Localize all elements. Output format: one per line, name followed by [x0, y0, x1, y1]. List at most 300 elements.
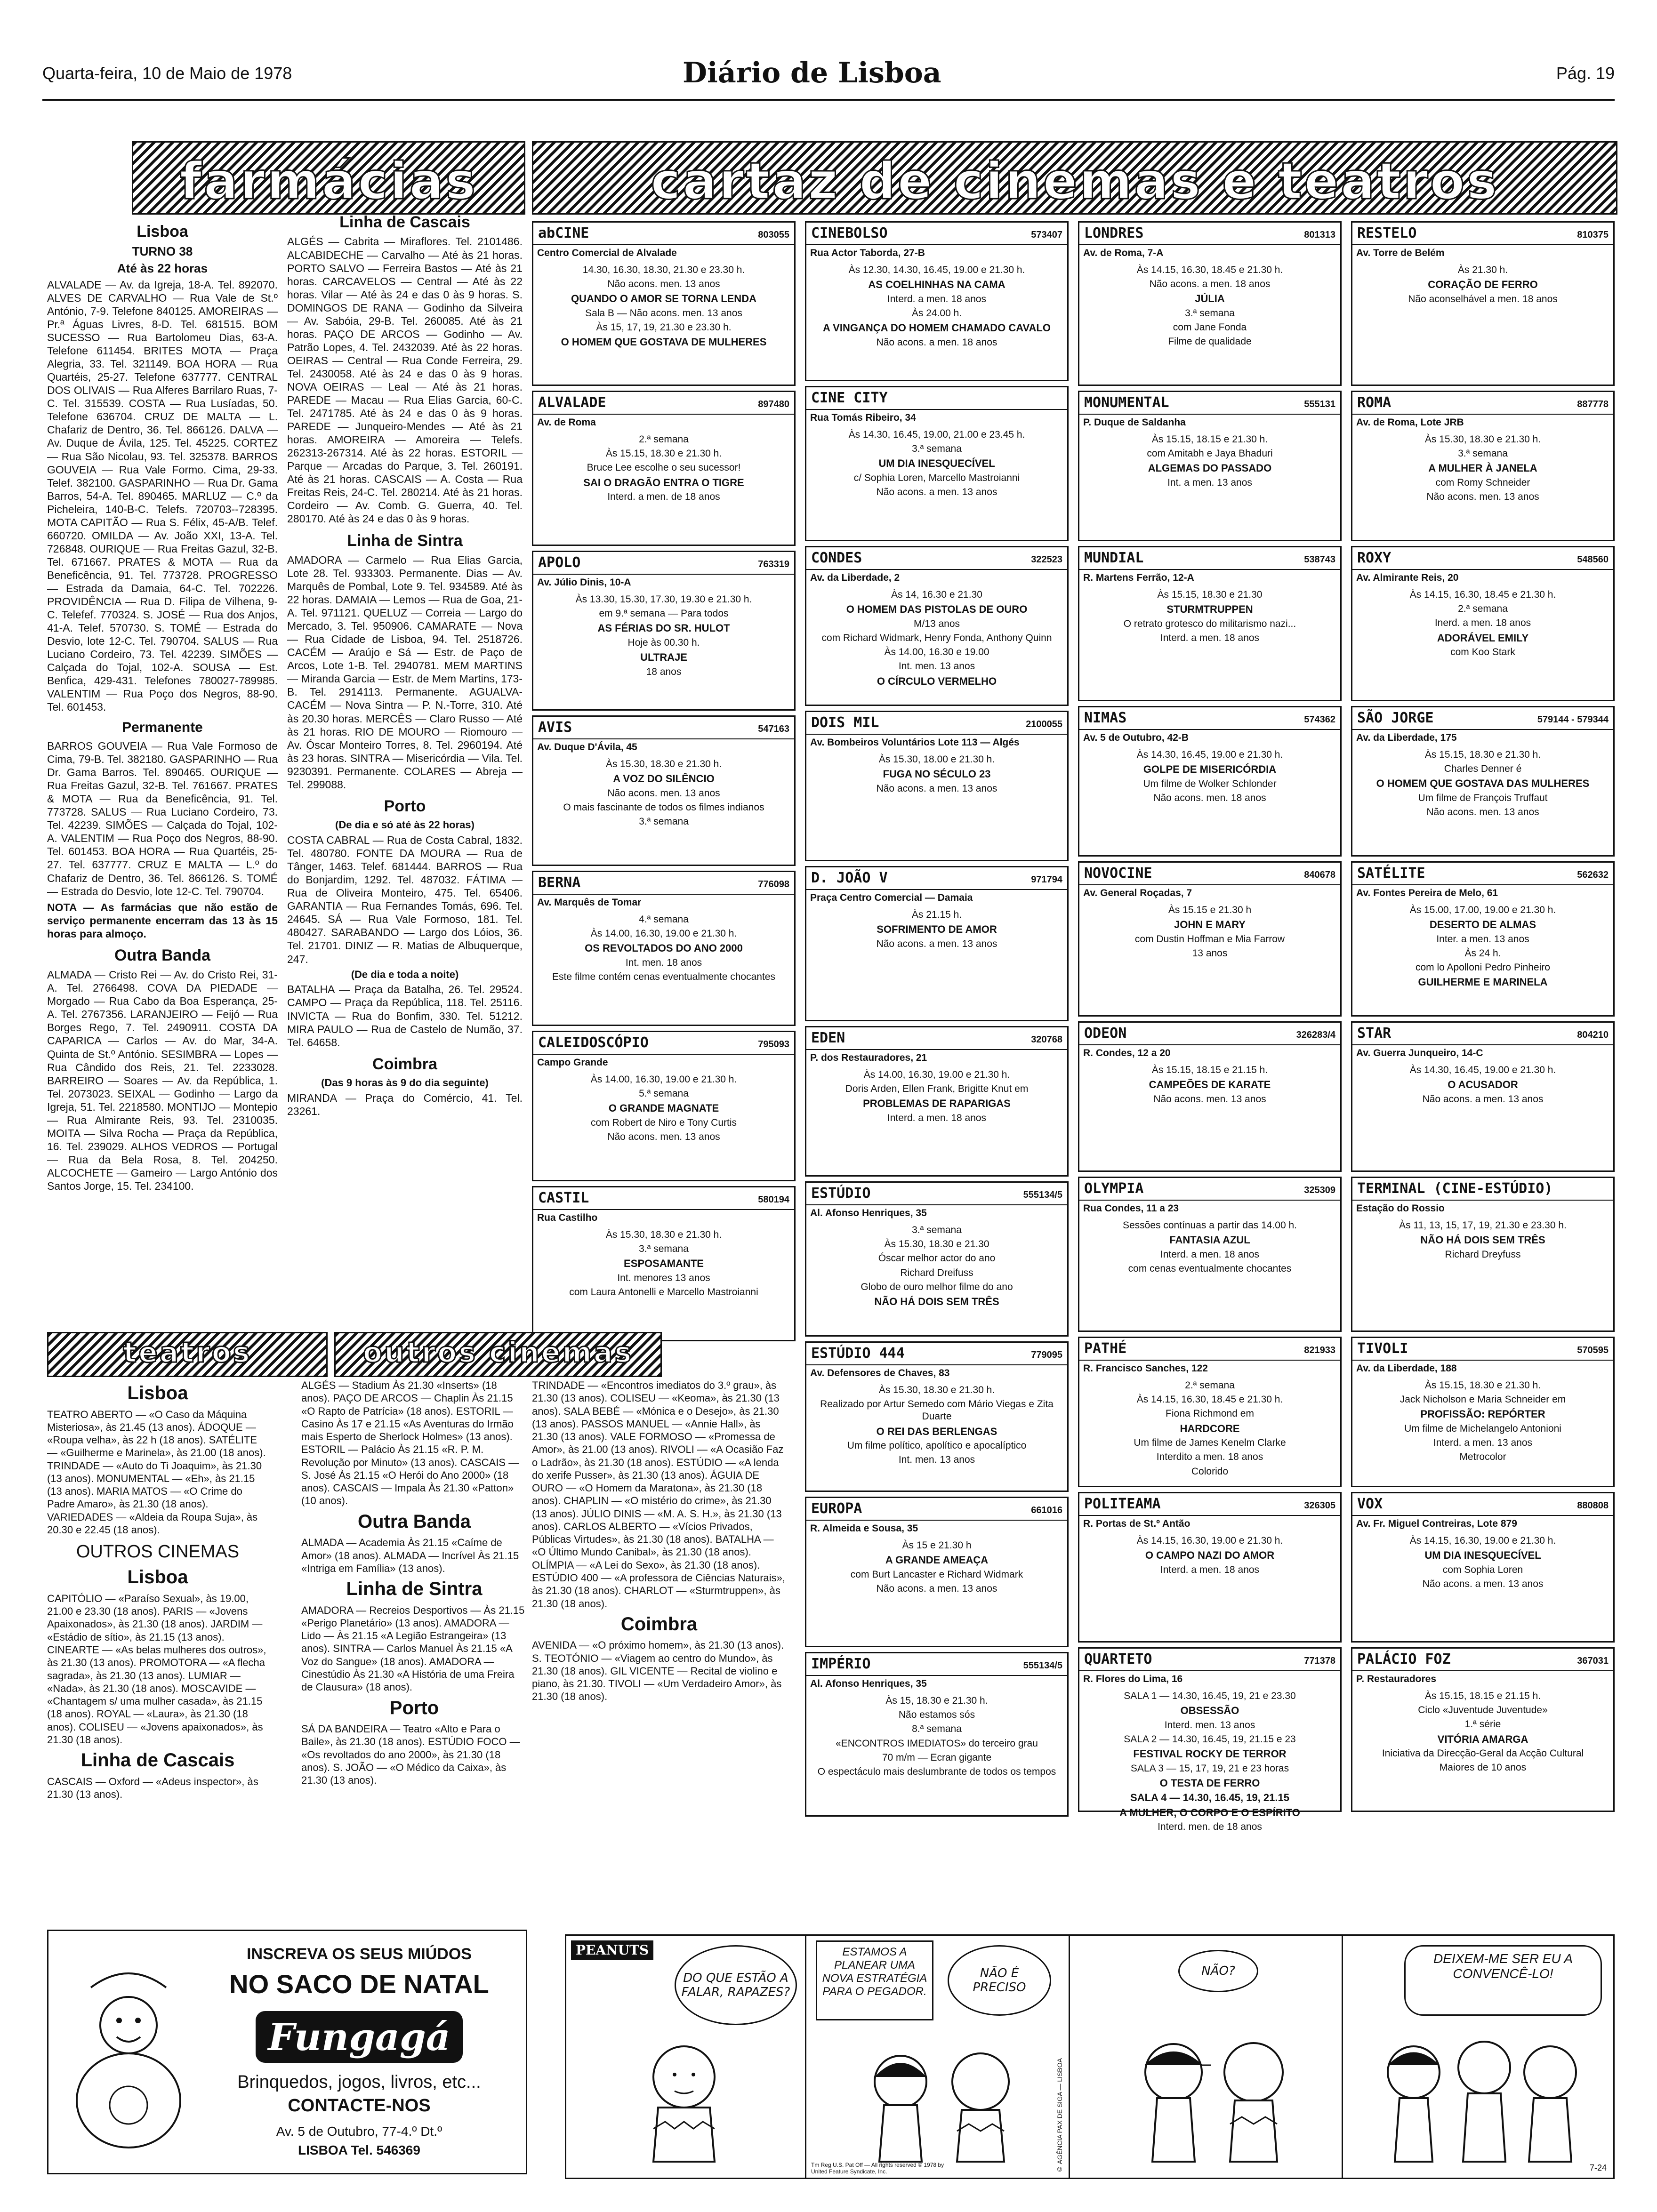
cinema-address: R. Condes, 12 a 20 — [1083, 1047, 1171, 1058]
cinema-info-line: com lo Apolloni Pedro Pinheiro — [1415, 962, 1550, 973]
cinema-name-row — [1352, 863, 1613, 885]
cinema-info-line: 70 m/m — Ecran gigante — [882, 1752, 992, 1763]
cinema-address: Av. Defensores de Chaves, 83 — [810, 1367, 950, 1378]
cinema-info-line: Não acons. a men. 13 anos — [876, 938, 997, 949]
cinema-name: CALEIDOSCÓPIO — [538, 1034, 649, 1051]
cinema-info-line: NÃO HÁ DOIS SEM TRÊS — [1420, 1234, 1545, 1246]
cinema-info-line: A GRANDE AMEAÇA — [885, 1554, 989, 1566]
cinema-name: ESTÚDIO — [811, 1185, 871, 1202]
cinema-info-line: Às 15.15 e 21.30 h — [1168, 904, 1252, 915]
cinema-info-line: Não acons. men. 13 anos — [607, 1131, 720, 1142]
cinema-name: RESTELO — [1357, 225, 1417, 241]
cinema-info-line: Não acons. a men. 13 anos — [1422, 1578, 1544, 1589]
cinema-info-line: 5.ª semana — [639, 1088, 689, 1099]
cinema-name: EDEN — [811, 1030, 845, 1046]
pharmacy-list-coimbra: MIRANDA — Praça do Comércio, 41. Tel. 23261. — [287, 1091, 523, 1117]
cinema-info-line: Às 11, 13, 15, 17, 19, 21.30 e 23.30 h. — [1399, 1219, 1567, 1231]
cinema-info-line: Não acons. men. 13 anos — [607, 279, 720, 289]
cinema-phone: 821933 — [1304, 1345, 1335, 1355]
section-sintra: Linha de Sintra — [347, 531, 463, 550]
cinema-info-line: O TESTA DE FERRO — [1159, 1777, 1260, 1789]
cinema-info-line: Às 14.00, 16.30 e 19.00 — [884, 647, 989, 657]
cinema-phone: 562632 — [1577, 870, 1609, 880]
comic-panel-1 — [566, 1936, 806, 2178]
cinema-address: Av. de Roma — [537, 417, 596, 428]
cinema-phone: 326283/4 — [1296, 1030, 1335, 1040]
cinema-name-row — [533, 1187, 794, 1210]
pharmacy-list-cascais: ALGÉS — Cabrita — Miraflores. Tel. 2101486. ALCABIDECHE — Carvalho — Até às 21 horas. PORTO SALVO — Ferreira Bastos — Até às 21 horas. CARCAVELOS — Central — Até às 22 horas. Vilar — Até às 24 e das 0 às 9 horas. S. DOMINGOS DE RANA — Godinho da Silveira — Av. Sabóia, 29-B. Tel. 260085. Até às 21 horas. PAÇO DE ARCOS — Godinho — Av. Patrão Lopes, 4. Tel. 2432039. Até às 22 horas. OEIRAS — Central — Rua Conde Ferreira, 29. Tel. 2430058. Até às 24 e das 0 às 9 horas. NOVA OEIRAS — Leal — Até às 21 horas. PAREDE — Macau — Rua Elias Garcia, 60-C. Tel. 2471785. Até às 24 e das 0 às 9 horas. PAREDE — Junqueiro-Mendes — Até às 21 horas. AMOREIRA — Amoreira — Telefs. 262313-267314. Até às 22 horas. ESTORIL — Parque — Arcadas do Parque, 3. Tel. 260191. Até às 21 horas. CASCAIS — A. Costa — Rua Freitas Reis, 24-C. Tel. 280214. Até às 21 horas. Cordeiro — Av. Comb. G. Guerra, 40. Tel. 280170. Até às 24 e das 0 às 9 horas. — [287, 235, 523, 525]
cinema-info-line: O HOMEM DAS PISTOLAS DE OURO — [846, 603, 1028, 615]
cinema-name-row — [1352, 547, 1613, 570]
cinema-name-row — [1079, 863, 1340, 885]
cinema-name: APOLO — [538, 554, 581, 571]
cinema-address: Campo Grande — [537, 1057, 608, 1068]
cinema-listing — [805, 866, 1069, 1021]
cinema-info-line: Não acons. a men. 13 anos — [1422, 1093, 1544, 1105]
cinema-banner — [532, 141, 1617, 215]
cinema-info-line: Não acons. men. 13 anos — [607, 787, 720, 799]
cinema-name: D. JOÃO V — [811, 870, 888, 886]
kids-with-cap-figures — [1117, 2020, 1305, 2176]
cinema-listing — [805, 711, 1069, 861]
theatres-column-2 — [301, 1379, 527, 1892]
cinema-address: P. dos Restauradores, 21 — [810, 1052, 927, 1063]
cinema-info-line: Jack Nicholson e Maria Schneider em — [1400, 1394, 1566, 1405]
cinema-info-line: com Laura Antonelli e Marcello Mastroianni — [569, 1287, 758, 1298]
cinema-info-line: JÚLIA — [1195, 293, 1225, 305]
cinema-info-line: OS REVOLTADOS DO ANO 2000 — [585, 942, 743, 954]
cinema-info-line: Um filme político, apolítico e apocalíptico — [847, 1440, 1027, 1451]
cinema-name: abCINE — [538, 225, 589, 241]
other-cinemas-heading: OUTROS CINEMAS — [76, 1542, 240, 1562]
cinema-name-row — [806, 1027, 1067, 1050]
cinema-info-line: Int. men. 13 anos — [898, 661, 975, 672]
cinema-name: ESTÚDIO 444 — [811, 1345, 905, 1362]
cinema-listing — [1351, 546, 1615, 701]
cinema-info-line: Às 15.30, 18.00 e 21.30 h. — [878, 753, 995, 765]
cinema-address: R. Almeida e Sousa, 35 — [810, 1523, 918, 1534]
cinema-info-line: Às 15.30, 18.30 e 21.30 h. — [878, 1384, 995, 1395]
cinemas-list-porto: SÁ DA BANDEIRA — Teatro «Alto e Para o Baile», às 21.30 (18 anos). ESTÚDIO FOCO — «Os revoltados do ano 2000», às 21.30 (18 anos). S. JOÃO — «O Médico da Caixa», às 21.30 (13 anos). — [301, 1723, 520, 1787]
cinema-info-line: com Jane Fonda — [1173, 322, 1247, 333]
cinema-info-line: A MULHER, O CORPO E O ESPÍRITO — [1119, 1806, 1300, 1819]
cinema-address: Av. Fr. Miguel Contreiras, Lote 879 — [1356, 1518, 1517, 1529]
cinema-name-row — [1352, 1023, 1613, 1045]
cinema-phone: 579144 - 579344 — [1537, 714, 1609, 725]
comic-date: 7-24 — [1589, 2163, 1607, 2172]
cinema-info-line: ALGEMAS DO PASSADO — [1148, 462, 1272, 474]
cinema-info-line: Não acons. a men. 13 anos — [876, 1583, 997, 1594]
cinema-info-line: Charles Denner é — [1444, 763, 1522, 774]
cinema-address: Al. Afonso Henriques, 35 — [810, 1678, 927, 1689]
pharmacy-note: NOTA — As farmácias que não estão de serviço permanente encerram das 13 às 15 horas para almoço. — [47, 901, 278, 940]
cinema-name: VOX — [1357, 1496, 1383, 1512]
cinema-info-line: Int. a men. 13 anos — [1167, 477, 1252, 488]
section-cascais: Linha de Cascais — [339, 213, 470, 231]
cinema-name: SÃO JORGE — [1357, 710, 1434, 726]
cinema-info-line: 3.ª semana — [912, 443, 962, 454]
cinema-name: TIVOLI — [1357, 1340, 1408, 1357]
cinema-address: Av. Marquês de Tomar — [537, 897, 642, 908]
cinema-phone: 810375 — [1577, 230, 1609, 240]
cinema-info-line: Às 15.15, 18.30 e 21.30 — [1157, 589, 1263, 600]
cinema-phone: 570595 — [1577, 1345, 1609, 1355]
cinema-info-line: DESERTO DE ALMAS — [1429, 919, 1536, 930]
cinema-info-line: Às 21.15 h. — [911, 909, 962, 920]
section-coimbra: Coimbra — [372, 1055, 437, 1073]
cinema-listing — [1078, 1021, 1342, 1172]
ad-brand-logo: Fungagá — [256, 2011, 463, 2063]
cinema-info-line: Não acons. men. 13 anos — [1426, 807, 1539, 817]
cinema-info-line: Às 21.30 h. — [1457, 264, 1508, 275]
theatres-column-1 — [47, 1379, 268, 1892]
cinema-info-line: 3.ª semana — [1458, 448, 1508, 459]
ad-line-4: CONTACTE-NOS — [288, 2096, 431, 2116]
cinema-info-line: «ENCONTROS IMEDIATOS» do terceiro grau — [836, 1738, 1038, 1749]
cinema-info-line: com Amitabh e Jaya Bhaduri — [1147, 448, 1273, 459]
cinema-info-line: Interd. a men. 18 anos — [887, 293, 987, 305]
cinema-name: IMPÉRIO — [811, 1656, 871, 1672]
cinema-listing — [805, 1341, 1069, 1492]
cinema-info-line: Sessões contínuas a partir das 14.00 h. — [1122, 1219, 1297, 1231]
cinema-address: Rua Tomás Ribeiro, 34 — [810, 412, 916, 423]
cinema-info-line: Filme de qualidade — [1168, 336, 1252, 347]
cinema-listing — [805, 386, 1069, 541]
cinema-address: Av. Duque D'Ávila, 45 — [537, 741, 637, 753]
section-permanente: Permanente — [122, 720, 203, 736]
cinema-listing — [1078, 861, 1342, 1017]
cinema-info-line: 4.ª semana — [639, 914, 689, 925]
cinema-name-row — [1079, 223, 1340, 245]
cinemas-list-outra-banda: ALMADA — Academia Às 21.15 «Caíme de Amor» (18 anos). ALMADA — Incrível Às 21.15 «Intriga em Família» (13 anos). — [301, 1537, 519, 1574]
cinema-name-row — [1352, 1649, 1613, 1671]
speech-bubble-2: ESTAMOS A PLANEAR UMA NOVA ESTRATÉGIA PARA O PEGADOR. — [816, 1940, 933, 2020]
cinema-name: BERNA — [538, 874, 581, 891]
coimbra-hours: (Das 9 horas às 9 do dia seguinte) — [321, 1077, 489, 1089]
cinema-address: Av. da Liberdade, 2 — [810, 572, 900, 583]
cinema-name: ALVALADE — [538, 394, 606, 411]
pharmacies-banner-title: farmácias — [179, 152, 478, 211]
cinema-name-row — [1079, 1338, 1340, 1361]
cinema-info-line: Ciclo «Juventude Juventude» — [1418, 1705, 1548, 1715]
cinema-info-line: c/ Sophia Loren, Marcello Mastroianni — [853, 472, 1020, 483]
cinema-address: Al. Afonso Henriques, 35 — [810, 1207, 927, 1218]
cinema-name-row — [533, 872, 794, 895]
cinema-listing — [805, 1497, 1069, 1647]
cinema-phone: 801313 — [1304, 230, 1335, 240]
cinema-phone: 325309 — [1304, 1185, 1335, 1195]
cinema-info-line: Interd. a men. 18 anos — [1160, 632, 1260, 643]
cinema-info-line: Este filme contém cenas eventualmente chocantes — [552, 971, 775, 982]
cinema-info-line: Não acons. a men. 13 anos — [876, 783, 997, 794]
cinema-info-line: Às 15, 17, 19, 21.30 e 23.30 h. — [596, 322, 732, 333]
cinema-name: PATHÉ — [1084, 1340, 1127, 1357]
cinema-name: DOIS MIL — [811, 714, 879, 731]
cinema-info-line: QUANDO O AMOR SE TORNA LENDA — [571, 293, 756, 305]
speech-bubble-5: DEIXEM-ME SER EU A CONVENCÊ-LO! — [1404, 1945, 1602, 2016]
cinema-info-line: O HOMEM QUE GOSTAVA DE MULHERES — [561, 336, 767, 348]
cinema-listing — [532, 391, 796, 546]
pharmacy-list-porto: COSTA CABRAL — Rua de Costa Cabral, 1832. Tel. 480780. FONTE DA MOURA — Rua de Tânger, 1463. Telef. 681444. BARROS — Rua do Bonjardim, 1292. Tel. 487032. FÁTIMA — Rua de Oliveira Monteiro, 475. Tel. 65406. GARANTIA — Rua Fernandes Tomás, 696. Tel. 24645. SÁ — Rua Vale Formoso, 181. Tel. 480427. SARABANDO — Largo dos Lóios, 36. Tel. 21701. DINIZ — R. Matias de Albuquerque, 247. — [287, 834, 523, 965]
speech-bubble-3: NÃO É PRECISO — [948, 1945, 1051, 2016]
cinema-info-line: ULTRAJE — [640, 651, 687, 663]
cinema-phone: 771378 — [1304, 1656, 1335, 1666]
cinema-info-line: CAMPEÕES DE KARATE — [1149, 1079, 1271, 1090]
cinema-name-row — [1352, 1338, 1613, 1361]
cinema-name: STAR — [1357, 1025, 1392, 1042]
cinema-info-line: Às 14.15, 16.30, 19.00 e 21.30 h. — [1409, 1535, 1556, 1546]
cinema-name-row — [1079, 707, 1340, 730]
cinema-info-line: Hoje às 00.30 h. — [627, 637, 700, 648]
cinemas-sintra: Linha de Sintra — [346, 1579, 483, 1600]
cinema-name-row — [806, 547, 1067, 570]
cinema-address: Av. General Roçadas, 7 — [1083, 887, 1192, 898]
cinema-name-row — [806, 1183, 1067, 1205]
cinema-address: Av. Guerra Junqueiro, 14-C — [1356, 1047, 1483, 1058]
cinema-name-row — [533, 223, 794, 245]
cinema-info-line: Metrocolor — [1459, 1451, 1506, 1463]
cinema-phone: 763319 — [758, 559, 789, 569]
pharmacy-list-outra-banda: ALMADA — Cristo Rei — Av. do Cristo Rei, 31-A. Tel. 2766498. COVA DA PIEDADE — Morgado — Rua Cabo da Boa Esperança, 25-A. Tel. 2767356. LARANJEIRO — Feijó — Rua Borges Rego, 7. Tel. 2490911. COSTA DA CAPARICA — Carlos — Av. do Mar, 34-A. Quinta de St.º António. SESIMBRA — Lopes — Rua Cândido dos Reis, 21. Tel. 2233028. BARREIRO — Soares — Av. da República, 1. Tel. 2073023. SEIXAL — Godinho — Largo da Igreja, 51. Tel. 2218580. MONTIJO — Montepio — Rua Almirante Reis, 93. Tel. 2310035. MOITA — Silva Rocha — Praça da República, 16. Tel. 239029. ALHOS VEDROS — Portugal — Rua da Bela Rosa, 8. Tel. 204250. ALCOCHETE — Gameiro — Largo António dos Santos Jorge, 15. Tel. 234100. — [47, 969, 278, 1192]
cinema-info-line: PROFISSÃO: REPÓRTER — [1420, 1408, 1545, 1420]
cinema-info-line: Às 24.00 h. — [911, 307, 962, 319]
cinema-name-row — [533, 552, 794, 575]
cinema-phone: 367031 — [1577, 1656, 1609, 1666]
cinema-info-line: Às 15.30, 18.30 e 21.30 h. — [605, 1229, 722, 1240]
cinema-info-line: 2.ª semana — [1185, 1379, 1235, 1391]
cinema-info-line: Interd. men. 13 anos — [1164, 1719, 1255, 1731]
santa-sack-illustration — [58, 1959, 199, 2157]
cinema-name: CINE CITY — [811, 390, 888, 406]
cinema-phone: 548560 — [1577, 554, 1609, 565]
theatres-list-lisboa: TEATRO ABERTO — «O Caso da Máquina Misteriosa», às 21.45 (13 anos). ÁDOQUE — «Roupa velha», às 22 h (18 anos). SATÉLITE — «Guilherme e Marinela», às 21.00 (18 anos). TRINDADE — «Auto do Ti Joaquim», às 21.30 (13 anos). MONUMENTAL — «Eh», às 21.15 (13 anos). MARIA MATOS — «O Crime do Padre Amaro», às 21.30 (18 anos). VARIEDADES — «Aldeia da Roupa Suja», às 20.30 e 22.45 (18 anos). — [47, 1408, 266, 1536]
hours-label: Até às 22 horas — [117, 261, 208, 276]
cinemas-list-coimbra: AVENIDA — «O próximo homem», às 21.30 (13 anos). S. TEOTÓNIO — «Viagem ao centro do Mundo», às 21.30 (18 anos). GIL VICENTE — Recital de violino e piano, às 21.30. TIVOLI — «Um Verdadeiro Amor», às 21.30 (18 anos). — [532, 1639, 784, 1703]
cinema-info-line: Não acons. a men. 18 anos — [1149, 279, 1271, 289]
cinema-info-line: Int. men. 13 anos — [898, 1454, 975, 1466]
cinema-listing — [532, 871, 796, 1026]
cinema-info-line: OBSESSÃO — [1180, 1705, 1239, 1716]
cinema-info-line: Um filme de Michelangelo Antonioni — [1404, 1423, 1561, 1434]
cinema-name: CASTIL — [538, 1190, 589, 1206]
cinema-address: R. Martens Ferrão, 12-A — [1083, 572, 1194, 583]
pharmacy-list-lisboa: ALVALADE — Av. da Igreja, 18-A. Tel. 892070. ALVES DE CARVALHO — Rua Vale de St.º António, 7-9. Telefone 840125. AMOREIRAS — Pr.ª Águas Livres, 8-D. Tel. 681515. BOM SUCESSO — Rua Bartolomeu Dias, 63-A. Telefone 611454. BRITES MOTA — Praça Alegria, 33. Tel. 321149. BOA HORA — Rua Quartéis, 25-27. Telefone 637777. CENTRAL DOS OLIVAIS — Rua Alferes Barrilaro Ruas, 7-C. Tel. 315539. COSTA — Rua Lusíadas, 50. Telefone 636704. CRUZ DE MALTA — L. Chafariz de Dentro, 36. Tel. 866126. DALVA — Av. Duque de Ávila, 125. Tel. 45225. CORTEZ — Rua São Nicolau, 93. Tel. 325378. BARROS GOUVEIA — Rua Vale Formo. Cima, 29-33. Telef. 382100. GASPARINHO — Rua Dr. Gama Barros, 54-A. Tel. 890465. MARLUZ — C.º da Picheleira, 140-B-C. Telefs. 720703--728395. MOTA CAPITÃO — Rua S. Félix, 45-A/B. Telef. 660720. OMILDA — Av. João XXI, 13-A. Tel. 726848. OURIQUE — Rua Freitas Gazul, 32-B. Tel. 671667. PRATES & MOTA — Rua da Beneficência, 91. Tel. 773728. PROGRESSO — Estrada da Damaia, 64-C. Tel. 702226. PROVIDÊNCIA — Rua D. Filipa de Vilhena, 9-C. Telefef. 770324. S. JOSÉ — Rua dos Anjos, 41-A. Telef. 570730. S. TOMÉ — Estrada do Desvio, lote 12-C. Tel. 790704. SALUS — Rua Luciano Cordeiro, 73. Tel. 42239. SIMÕES — Calçada do Tojal, 102-A. SOUSA — Est. Benfica, 429-431. Telefones 780027-789985. VALENTIM — Rua Poço dos Negros, 88-90. Tel. 601453. — [47, 278, 278, 713]
cinema-listing — [1078, 1492, 1342, 1643]
cinema-listing — [1351, 1647, 1615, 1812]
cinema-info-line: Não estamos sós — [898, 1709, 975, 1720]
cinema-info-line: Interd. a men. 18 anos — [887, 1112, 987, 1123]
cinema-info-line: Interd. a men. 13 anos — [1433, 1437, 1533, 1448]
cinema-info-line: Um filme de François Truffaut — [1418, 792, 1548, 803]
cinema-info-line: Às 15.15, 18.30 e 21.30 h. — [605, 448, 722, 459]
page-header — [42, 56, 1615, 101]
other-cinemas-list: CAPITÓLIO — «Paraíso Sexual», às 19.00, 21.00 e 23.30 (18 anos). PARIS — «Jovens Apaixonados», às 21.30 (18 anos). JARDIM — «Estádio de sítio», às 21.15 (13 anos). CINEARTE — «As belas mulheres dos outros», às 21.30 (13 anos). PROMOTORA — «A flecha sagrada», às 21.30 (13 anos). LUMIAR — «Nada», às 21.30 (18 anos). MOSCAVIDE — «Chantagem s/ uma mulher casada», às 21.15 (18 anos). ROYAL — «Laura», às 21.30 (18 anos). COLISEU — «Jovens apaixonados», às 21.30 (18 anos). — [47, 1592, 266, 1746]
cinema-name-row — [1079, 392, 1340, 415]
cinema-info-line: 2.ª semana — [639, 433, 689, 445]
cinema-listing — [532, 1031, 796, 1181]
cinema-info-line: NÃO HÁ DOIS SEM TRÊS — [874, 1296, 999, 1307]
cinema-phone: 897480 — [758, 399, 789, 409]
cinema-name-row — [806, 223, 1067, 245]
pharmacy-list-permanente: BARROS GOUVEIA — Rua Vale Formoso de Cima, 79-B. Tel. 382180. GASPARINHO — Rua Dr. Gama Barros. Tel. 890465. OURIQUE — Rua Freitas Gazul, 32-B. Tel. 761667. PRATES & MOTA — Rua da Beneficência, 91. Tel. 773728. SALUS — Rua Luciano Cordeiro, 73. Tel. 42239. SIMÕES — Calçada do Tojal, 102-A. VALENTIM — Rua Poço dos Negros, 88-90. Tel. 601453. BOA HORA — Rua Quartéis, 25-27. Tel. 637777. CRUZ E MALTA — L.º do Chafariz de Dentro, 36. Tel. 866126. S. TOMÉ — Estrada do Desvio, lote 12-C. Tel. 790704. — [47, 740, 278, 898]
cinema-info-line: com Koo Stark — [1450, 647, 1515, 657]
other-shows-banner — [334, 1332, 662, 1377]
cinema-info-line: FANTASIA AZUL — [1169, 1234, 1250, 1246]
cinema-phone: 779095 — [1031, 1350, 1062, 1360]
ad-line-2: NO SACO DE NATAL — [229, 1969, 489, 1999]
cinema-info-line: Às 15.30, 18.30 e 21.30 — [884, 1239, 989, 1250]
cinema-name: CINEBOLSO — [811, 225, 888, 241]
cinema-address: Av. Almirante Reis, 20 — [1356, 572, 1459, 583]
cinema-info-line: Richard Dreyfuss — [1445, 1249, 1521, 1260]
cinema-listing — [805, 1652, 1069, 1817]
cinema-info-line: Às 15.15, 18.15 e 21.15 h. — [1151, 1064, 1268, 1075]
cinema-info-line: O ACUSADOR — [1448, 1079, 1518, 1090]
cinema-phone: 971794 — [1031, 874, 1062, 885]
cinema-info-line: Às 14.00, 16.30, 19.00 e 21.30 h. — [590, 928, 737, 939]
comic-panel-3 — [1070, 1936, 1343, 2178]
cinemas-list-cascais: ALGÉS — Stadium Às 21.30 «Inserts» (18 anos). PAÇO DE ARCOS — Chaplin Às 21.15 «O Rapto de Patrícia» (18 anos). ESTORIL — Casino Às 17 e 21.15 «As Aventuras do Irmão mais Esperto de Sherlock Holmes» (13 anos). ESTORIL — Palácio Às 21.15 «R. P. M. Revolução por Minuto» (13 anos). CASCAIS — S. José Às 21.15 «O Herói do Ano 2000» (18 anos). CASCAIS — Impala Às 21.30 «Patton» (10 anos). — [301, 1379, 519, 1507]
pharmacy-column-1 — [47, 216, 278, 1322]
theatres-lisboa: Lisboa — [127, 1383, 188, 1403]
cinema-phone: 2100055 — [1026, 719, 1062, 729]
cinema-info-line: Realizado por Artur Semedo com Mário Viegas e Zita Duarte — [820, 1399, 1054, 1422]
turno-label: TURNO 38 — [132, 244, 193, 259]
porto-hours: (De dia e só até às 22 horas) — [335, 819, 475, 831]
cinema-phone: 661016 — [1031, 1505, 1062, 1515]
cinema-info-line: Às 15 e 21.30 h — [902, 1539, 972, 1551]
cinema-name: MONUMENTAL — [1084, 394, 1169, 411]
cinemas-porto: Porto — [389, 1697, 439, 1718]
comic-title: PEANUTS — [571, 1940, 653, 1960]
cinema-info-line: Sala B — Não acons. men. 13 anos — [585, 307, 742, 319]
cinema-info-line: Interd. a men. 18 anos — [1160, 1249, 1260, 1260]
cinema-info-line: Não acons. men. 13 anos — [1426, 491, 1539, 502]
cinema-info-line: com Richard Widmark, Henry Fonda, Anthony Quinn — [821, 632, 1052, 643]
cinema-info-line: 3.ª semana — [1185, 307, 1235, 319]
cinema-info-line: HARDCORE — [1180, 1422, 1240, 1435]
cinema-info-line: FESTIVAL ROCKY DE TERROR — [1133, 1748, 1287, 1760]
cinema-listing — [532, 221, 796, 386]
cinema-info-line: Inerd. a men. 18 anos — [1434, 617, 1531, 629]
cinema-info-line: Não acons. men. 18 anos — [1153, 792, 1266, 803]
cinema-info-line: 2.ª semana — [1458, 603, 1508, 614]
cinema-name-row — [1079, 547, 1340, 570]
pharmacy-list-sintra: AMADORA — Carmelo — Rua Elias Garcia, Lote 28. Tel. 933303. Permanente. Dias — Av. Marquês de Pombal, Lote 9. Tel. 934589. Até às 22 horas. DAMAIA — Lemos — Rua de Goa, 21-A. Tel. 971121. QUELUZ — Correia — Largo do Mercado, 3. Tel. 950906. CAMARATE — Nova — Rua Cidade de Lisboa, 94. Tel. 2518726. CACÉM — Araújo e Sá — Estr. de Paço de Arcos, Lote 1-B. Tel. 2940781. MEM MARTINS — Miranda Garcia — Estr. de Mem Martins, 173-B. Tel. 2914113. Permanente. AGUALVA-CACÉM — Nova Sintra — P. N.-Torre, 310. Até às 20.30 horas. MERCÊS — Claro Russo — Até às 21 horas. RIO DE MOURO — Riomouro — Av. Óscar Monteiro Torres, 8. Tel. 2960194. Até às 23 horas. SINTRA — Misericórdia — Vila. Tel. 9230391. Permanente. COLARES — Abreja — Tel. 299088. — [287, 553, 523, 791]
cinema-info-line: com Burt Lancaster e Richard Widmark — [850, 1569, 1023, 1580]
cinema-name: MUNDIAL — [1084, 550, 1144, 566]
cinema-name: AVIS — [538, 719, 572, 736]
comic-agency: © AGÊNCIA PAX DE SIGA — LISBOA — [1056, 2058, 1063, 2173]
cinema-info-line: Int. menores 13 anos — [617, 1272, 710, 1283]
cinema-name: POLITEAMA — [1084, 1496, 1161, 1512]
cinema-listing — [1078, 546, 1342, 701]
cinema-info-line: com Robert de Niro e Tony Curtis — [590, 1117, 737, 1128]
cinema-info-line: Doris Arden, Ellen Frank, Brigitte Knut em — [845, 1083, 1029, 1094]
cinema-name: PALÁCIO FOZ — [1357, 1651, 1451, 1667]
cinema-address: Estação do Rossio — [1356, 1202, 1445, 1214]
cinema-name-row — [806, 867, 1067, 890]
cinema-listing — [1351, 1021, 1615, 1172]
cinema-name-row — [533, 392, 794, 415]
speech-bubble-1: DO QUE ESTÃO A FALAR, RAPAZES? — [675, 1945, 797, 2025]
pharmacy-column-2 — [287, 207, 523, 1322]
cinema-info-line: 3.ª semana — [639, 1243, 689, 1254]
comic-copyright: Tm Reg U.S. Pat Off — All rights reserved © 1978 by United Feature Syndicate, Inc. — [811, 2162, 944, 2175]
cinema-address: Rua Actor Taborda, 27-B — [810, 247, 925, 258]
cinema-info-line: Colorido — [1191, 1466, 1229, 1477]
porto-hours-night: (De dia e toda a noite) — [351, 968, 459, 980]
cinema-name: TERMINAL (CINE-ESTÚDIO) — [1357, 1180, 1553, 1197]
cinema-name-row — [806, 387, 1067, 410]
ad-line-3: Brinquedos, jogos, livros, etc... — [237, 2072, 481, 2092]
theatres-banner — [47, 1332, 328, 1377]
cinema-name: LONDRES — [1084, 225, 1144, 241]
cinema-phone: 573407 — [1031, 230, 1062, 240]
cinema-info-line: Às 14.30, 16.45, 19.00 e 21.30 h. — [1136, 749, 1283, 760]
cinema-name-row — [1352, 223, 1613, 245]
cinema-listing — [805, 1181, 1069, 1337]
cinema-address: Av. de Roma, 7-A — [1083, 247, 1164, 258]
cinema-info-line: UM DIA INESQUECÍVEL — [1424, 1549, 1541, 1561]
cinema-listing — [805, 546, 1069, 706]
cinema-info-line: Às 12.30, 14.30, 16.45, 19.00 e 21.30 h. — [848, 264, 1025, 275]
cinema-listing — [805, 1026, 1069, 1177]
cinema-info-line: Às 14, 16.30 e 21.30 — [891, 589, 982, 600]
cinema-listing — [1351, 706, 1615, 857]
cinema-listing — [1351, 1492, 1615, 1643]
cinema-name: CONDES — [811, 550, 862, 566]
cinema-info-line: Maiores de 10 anos — [1439, 1762, 1527, 1773]
cinema-info-line: O HOMEM QUE GOSTAVA DAS MULHERES — [1376, 777, 1590, 790]
cinema-info-line: GOLPE DE MISERICÓRDIA — [1143, 763, 1277, 775]
cinema-name-row — [1079, 1649, 1340, 1671]
cinema-info-line: Às 13.30, 15.30, 17.30, 19.30 e 21.30 h. — [575, 593, 752, 605]
cinema-address: P. Restauradores — [1356, 1673, 1437, 1684]
section-lisboa: Lisboa — [137, 223, 188, 240]
cinema-info-line: STURMTRUPPEN — [1166, 603, 1253, 615]
cinema-phone: 840678 — [1304, 870, 1335, 880]
cinema-info-line: Um filme de James Kenelm Clarke — [1134, 1437, 1286, 1448]
other-cinemas-cascais-list: CASCAIS — Oxford — «Adeus inspector», às 21.30 (13 anos). — [47, 1775, 258, 1800]
cinemas-coimbra: Coimbra — [620, 1613, 698, 1635]
cinema-info-line: com Romy Schneider — [1435, 477, 1530, 488]
cinema-address: R. Portas de St.º Antão — [1083, 1518, 1190, 1529]
cinema-info-line: Às 15.15, 18.30 e 21.30 h. — [1424, 1379, 1541, 1391]
cinema-info-line: A VINGANÇA DO HOMEM CHAMADO CAVALO — [823, 322, 1051, 334]
group-of-kids-figures — [1362, 2020, 1597, 2176]
cinema-name: QUARTETO — [1084, 1651, 1152, 1667]
cinema-info-line: SAI O DRAGÃO ENTRA O TIGRE — [583, 476, 744, 489]
theatres-banner-title: teatros — [123, 1336, 252, 1369]
cinema-address: Av. 5 de Outubro, 42-B — [1083, 732, 1189, 743]
cinema-phone: 547163 — [758, 724, 789, 734]
cinema-info-line: Às 14.30, 16.45, 19.00 e 21.30 h. — [1409, 1064, 1556, 1075]
newspaper-title: Diário de Lisboa — [683, 56, 941, 89]
cinema-info-line: Interd. a men. de 18 anos — [607, 491, 720, 502]
cinema-info-line: SOFRIMENTO DE AMOR — [877, 923, 997, 935]
cinema-info-line: Richard Dreifuss — [900, 1267, 973, 1278]
cinema-info-line: 3.ª semana — [912, 1224, 962, 1235]
cinema-name: ROXY — [1357, 550, 1392, 566]
cinema-address: R. Flores do Lima, 16 — [1083, 1673, 1183, 1684]
cinema-listing — [1078, 1337, 1342, 1487]
cinema-info-line: Às 24 h. — [1464, 947, 1501, 959]
cinema-phone: 322523 — [1031, 554, 1062, 565]
cinema-name-row — [806, 712, 1067, 735]
cinema-info-line: Int. men. 18 anos — [625, 957, 702, 968]
cinema-name: EUROPA — [811, 1500, 862, 1517]
